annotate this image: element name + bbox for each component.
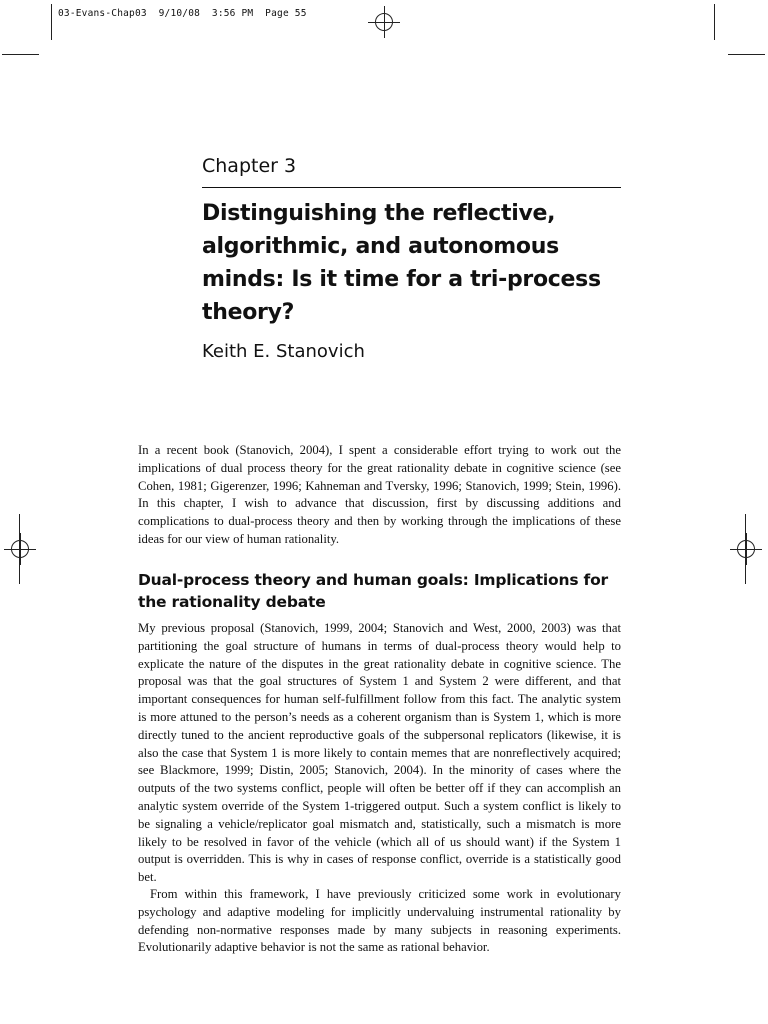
- crop-mark-top-left-horizontal: [2, 54, 39, 55]
- intro-paragraph: In a recent book (Stanovich, 2004), I spent a considerable effort trying to work out the implications of dual process theory for the great rationality debate in cognitive science (see Cohen, 1981; Gigerenzer, 1996; Kahneman and Tversky, 1996; Stanovich, 1999; Stein, 1996). In this chapter, I wish to advance that discussion, first by discussing additions and complications to dual-process theory and then by working through the implications of these ideas for our view of human rationality.: [138, 443, 621, 546]
- crop-mark-top-right-vertical: [714, 4, 715, 40]
- chapter-author: Keith E. Stanovich: [202, 341, 365, 362]
- chapter-rule-divider: [202, 187, 621, 188]
- crop-mark-top-right-horizontal: [728, 54, 765, 55]
- body-paragraph-2: From within this framework, I have previously criticized some work in evolutionary psychology and adaptive modeling for implicitly undervaluing instrumental rationality by defending non-normative responses made by many subjects in reasoning experiments. Evolutionarily adaptive behavior is not the same as rational behavior.: [138, 887, 621, 955]
- registration-mark-left-icon: [11, 540, 29, 558]
- body-paragraph-1: My previous proposal (Stanovich, 1999, 2004; Stanovich and West, 2000, 2003) was that partitioning the goal structure of humans in terms of dual-process theory would help to explicate the nature of the disputes in the great rationality debate in cognitive science. The proposal was that the goal structures of System 1 and System 2 were different, and that important consequences for human self-fulfillment follow from this fact. The analytic system is more attuned to the person’s needs as a coherent organism than is System 1, which is more directly tuned to the ancient reproductive goals of the subpersonal replicators (likewise, it is also the case that System 1 is more likely to contain memes that are nonreflectively acquired; see Blackmore, 1999; Distin, 2005; Stanovich, 2004). In the minority of cases where the outputs of the two systems conflict, people will often be better off if they can accomplish an analytic system override of the System 1-triggered output. Such a system conflict is likely to be signaling a vehicle/replicator goal mismatch and, statistically, such a mismatch is more likely to be resolved in favor of the vehicle (which all of us should want) if the System 1 output is overridden. This is why in cases of response conflict, override is a statistically good bet.: [138, 621, 621, 885]
- chapter-label: Chapter 3: [202, 155, 297, 177]
- section-heading: Dual-process theory and human goals: Implications for the rationality debate: [138, 571, 608, 611]
- registration-mark-top-icon: [375, 13, 393, 31]
- crop-mark-top-left-vertical: [51, 4, 52, 40]
- printer-slug-line: 03-Evans-Chap03 9/10/08 3:56 PM Page 55: [58, 8, 307, 19]
- chapter-title: Distinguishing the reflective, algorithmic, and autonomous minds: Is it time for a tri-process theory?: [202, 201, 601, 325]
- registration-mark-right-icon: [737, 540, 755, 558]
